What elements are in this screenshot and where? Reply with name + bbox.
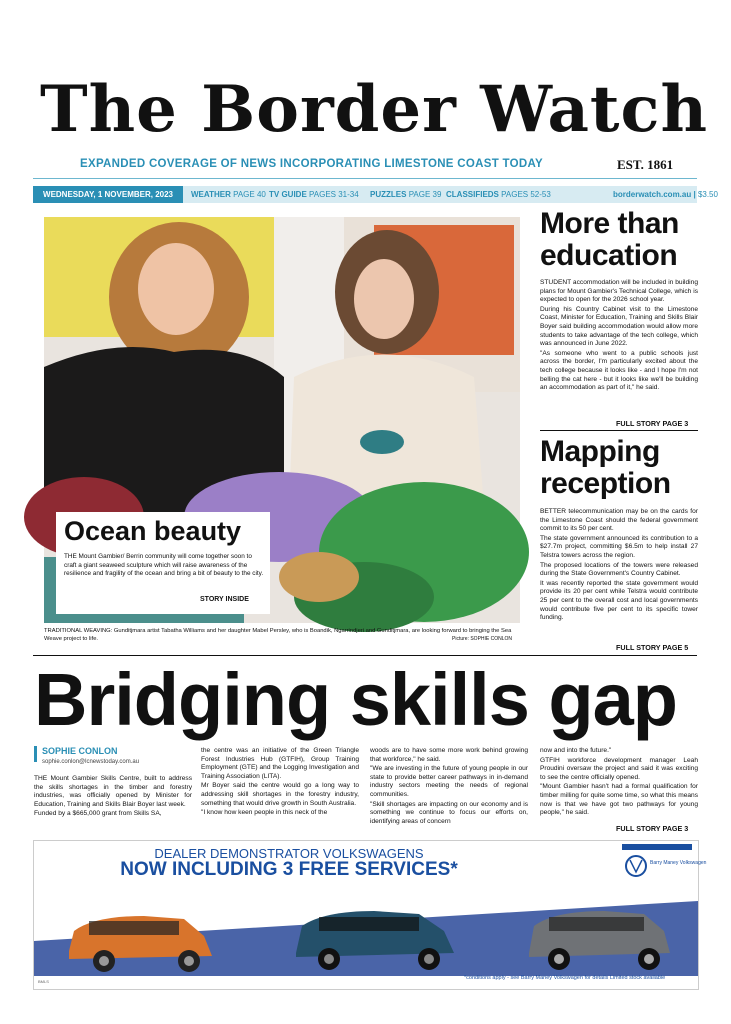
paragraph: now and into the future." <box>540 747 612 754</box>
lead-headline[interactable]: Bridging skills gap <box>34 658 677 741</box>
paragraph: "Mount Gambier hasn't had a formal qualification for timber milling for quite some time, so what this means now is that we have got two pathways for young people," he said. <box>540 783 698 817</box>
nav-page: PAGE 39 <box>408 190 442 199</box>
story2-more-link[interactable]: FULL STORY PAGE 5 <box>616 643 689 652</box>
nav-tv-guide[interactable] <box>269 186 359 203</box>
nav-label: WEATHER <box>191 190 231 199</box>
headline-line: education <box>540 239 678 272</box>
story2-body <box>540 508 698 624</box>
paragraph: It was recently reported the state government would provide its 20 per cent while Telstra would contribute 25 per cent to the overall cost and local governments would contribute five per cent to its specific tower funding. <box>540 579 698 622</box>
ad-cars-graphic <box>34 881 698 976</box>
story2-headline[interactable] <box>540 436 671 500</box>
lead-more-link[interactable]: FULL STORY PAGE 3 <box>616 824 689 833</box>
feature-title: Ocean beauty <box>64 516 242 546</box>
story1-body <box>540 279 698 394</box>
divider <box>33 178 697 179</box>
nav-classifieds[interactable] <box>446 186 551 203</box>
article-column-2 <box>201 747 359 819</box>
nav-page: PAGE 40 <box>233 190 266 199</box>
issue-date: WEDNESDAY, 1 NOVEMBER, 2023 <box>33 186 183 203</box>
paragraph: "We are investing in the future of young people in our state to provide better career pathways in in-demand industry sectors meeting the needs of regional communities. <box>370 765 528 798</box>
article-column-3 <box>370 747 528 827</box>
paragraph: "Skill shortages are impacting on our economy and is something we continue to focus our efforts on, identifying areas of concern <box>370 800 528 825</box>
headline-line: More than <box>540 207 679 240</box>
dealer-logo <box>622 844 707 880</box>
nav-label: TV GUIDE <box>269 190 307 199</box>
nav-bar <box>33 186 718 203</box>
price: $3.50 <box>697 190 718 199</box>
nav-page: PAGES 52-53 <box>501 190 551 199</box>
photo-caption: TRADITIONAL WEAVING: Gunditjmara artist Tabatha Williams and her daughter Mabel Persley, who is Boandik, Ngarrindjeri and Gunditjmara, are looking forward to bringing the Sea Weave project to life. <box>44 628 512 642</box>
ad-headline: DEALER DEMONSTRATOR VOLKSWAGENS <box>154 846 424 861</box>
feature-story-link[interactable]: STORY INSIDE <box>200 596 249 603</box>
ad-disclaimer: *conditions apply - see Barry Maney Volkswagen for details Limited stock available <box>464 975 666 981</box>
advertisement[interactable] <box>33 840 707 990</box>
paragraph: GTFIH workforce development manager Leah Proudini oversaw the project and said it was exciting to see the centre officially opened. <box>540 756 698 781</box>
article-column-4 <box>540 747 698 819</box>
nav-label: PUZZLES <box>370 190 407 199</box>
nav-weather[interactable] <box>191 186 266 203</box>
photo-credit: Picture: SOPHIE CONLON <box>452 636 513 642</box>
byline-email[interactable]: sophie.conlon@lcnewstoday.com.au <box>42 759 140 765</box>
byline-marker <box>34 746 37 762</box>
feature-text: THE Mount Gambier/ Berrin community will come together soon to craft a giant seaweed sculpture which will raise awareness of the resilience and fragility of the ocean and bring a bit of beauty to the city. <box>64 553 264 578</box>
nav-puzzles[interactable] <box>370 186 441 203</box>
ad-offer: NOW INCLUDING 3 FREE SERVICES* <box>120 859 458 880</box>
paragraph: Mr Boyer said the centre would go a long way to addressing skill shortages in the forestry industry, something that would drive growth in South Australia. <box>201 782 359 807</box>
established-year: EST. 1861 <box>617 157 674 172</box>
story1-headline[interactable] <box>540 208 679 272</box>
paragraph: STUDENT accommodation will be included in building plans for Mount Gambier's Technical College, which is expected to open for the 2026 school year. <box>540 279 698 304</box>
paragraph: THE Mount Gambier Skills Centre, built to address the skills shortages in the timber and forestry industries, was officially opened by Minister for Education, Training and Skills Blair Boyer last week. <box>34 775 192 808</box>
divider <box>33 655 697 656</box>
site-url: borderwatch.com.au <box>613 190 692 199</box>
headline-line: Mapping <box>540 435 660 468</box>
headline-line: reception <box>540 467 671 500</box>
nav-page: PAGES 31-34 <box>309 190 359 199</box>
masthead-tagline: EXPANDED COVERAGE OF NEWS INCORPORATING LIMESTONE COAST TODAY <box>80 158 544 170</box>
paragraph: During his Country Cabinet visit to the Limestone Coast, Minister for Education, Training and Skills Blair Boyer said building accommodation would allow more students to take advantage of the tech college, which was announced in June 2022. <box>540 305 698 348</box>
story1-more-link[interactable]: FULL STORY PAGE 3 <box>616 419 689 428</box>
paragraph: the centre was an initiative of the Green Triangle Forest Industries Hub (GTFIH), Group Training Employment (GTE) and the Logging Investigation and Training Association (LITA). <box>201 747 359 780</box>
paragraph: "As someone who went to a public schools just across the border, I'm particularly excited about the tech college because it looks like - and I hope I'm not belling the cat here - but it looks like we'll be building an accommodation as part of it," he said. <box>540 349 698 392</box>
paragraph: The proposed locations of the towers were released during the State Government's Country Cabinet. <box>540 561 698 578</box>
dealer-name: Barry Maney Volkswagen <box>650 860 707 866</box>
byline: SOPHIE CONLON <box>42 746 118 756</box>
ad-code: BMLS <box>38 979 49 984</box>
paragraph: "I know how keen people in this neck of the <box>201 809 328 817</box>
paragraph: BETTER telecommunication may be on the cards for the Limestone Coast should the federal government commit to its 50 per cent. <box>540 508 698 533</box>
divider <box>540 430 698 431</box>
paragraph: Funded by a $665,000 grant from Skills SA, <box>34 810 162 818</box>
article-column-1 <box>34 775 192 820</box>
paragraph: woods are to have some more work behind growing that workforce," he said. <box>370 747 528 763</box>
paragraph: The state government announced its contribution to a $27.7m project, committing $6.5m to help install 27 Telstra towers across the region. <box>540 534 698 559</box>
site-link[interactable]: borderwatch.com.au | $3.50 <box>613 190 718 199</box>
nav-label: CLASSIFIEDS <box>446 190 499 199</box>
masthead-title: The Border Watch <box>40 72 708 147</box>
